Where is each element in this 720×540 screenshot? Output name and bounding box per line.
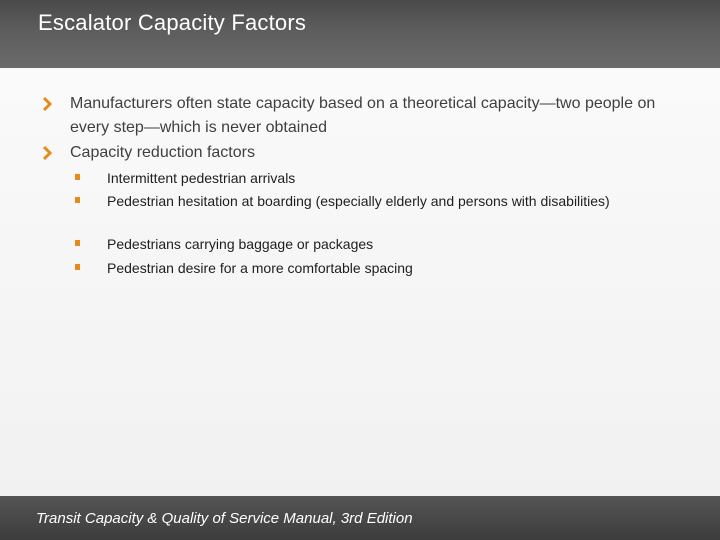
sub-bullet-item [107, 258, 667, 279]
square-bullet-icon [75, 174, 80, 180]
sub-bullet-item [107, 168, 667, 189]
bullet-item [70, 141, 690, 165]
bullet-text: Capacity reduction factors [70, 144, 255, 161]
sub-bullet-text: Pedestrian hesitation at boarding (especially elderly and persons with disabilities) [107, 193, 610, 209]
footer-citation: Transit Capacity & Quality of Service Manual, 3rd Edition [36, 510, 413, 527]
title-bar [0, 0, 720, 68]
bullet-item [70, 92, 690, 140]
square-bullet-icon [75, 197, 80, 203]
sub-bullet-text: Intermittent pedestrian arrivals [107, 170, 296, 186]
sub-bullet-text: Pedestrians carrying baggage or packages [107, 236, 374, 252]
footer-bar [0, 496, 720, 540]
sub-bullet-item [107, 234, 667, 255]
square-bullet-icon [75, 240, 80, 246]
chevron-right-icon [40, 97, 54, 111]
chevron-right-icon [40, 146, 54, 160]
slide-title: Escalator Capacity Factors [38, 10, 307, 35]
sub-bullet-item [107, 191, 637, 212]
sub-bullet-text: Pedestrian desire for a more comfortable spacing [107, 260, 413, 276]
square-bullet-icon [75, 264, 80, 270]
bullet-text: Manufacturers often state capacity based on a theoretical capacity—two people on every step—which is never obtained [70, 95, 656, 136]
